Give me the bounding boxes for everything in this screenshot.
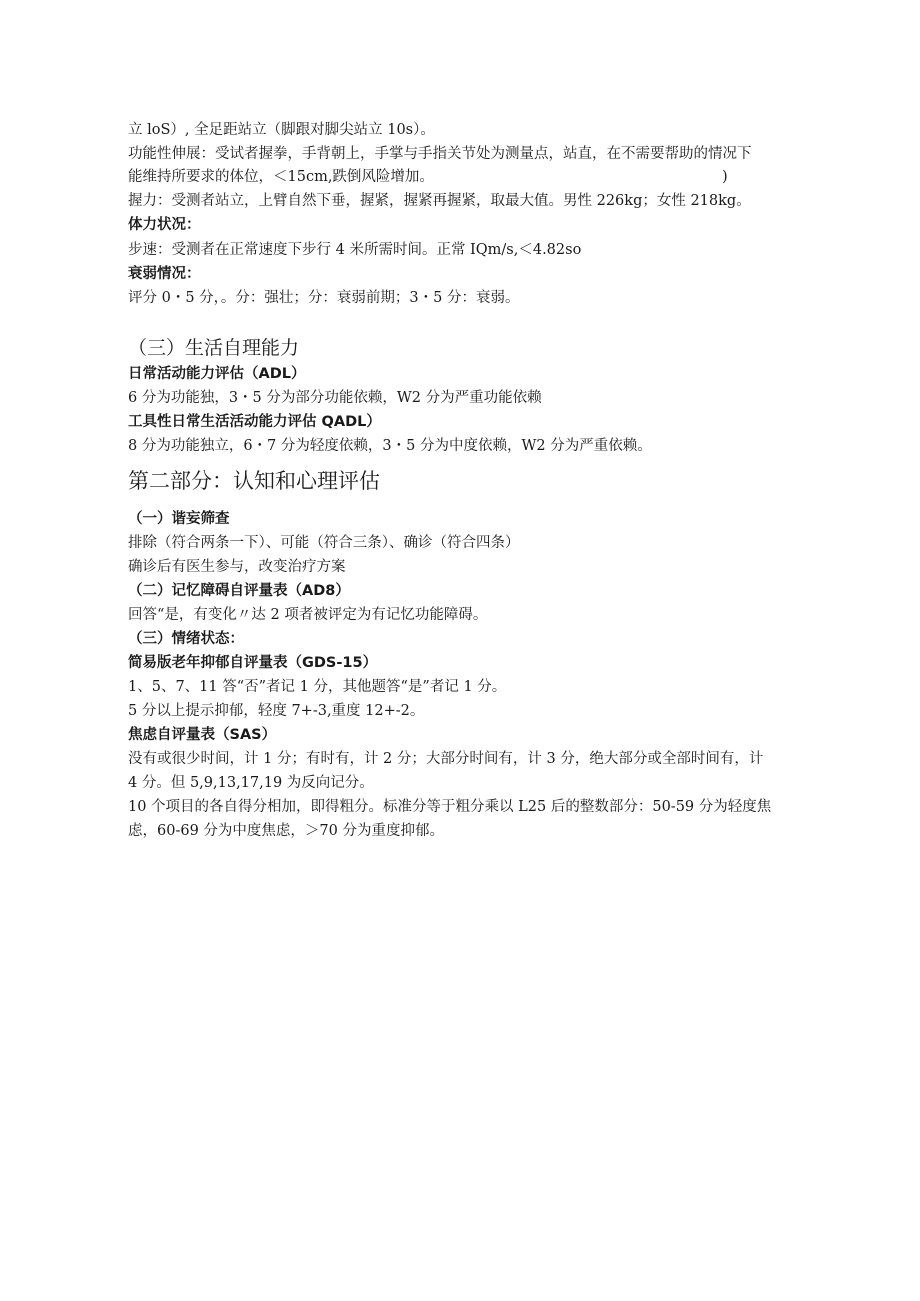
section-heading: （三）情绪状态： [128, 631, 244, 647]
part-title: 第二部分：认知和心理评估 [128, 469, 380, 493]
text-line: 步速：受测者在正常速度下步行 4 米所需时间。正常 IQm/s,＜4.82so [128, 242, 582, 258]
subsection-title: （三）生活自理能力 [128, 337, 300, 359]
section-heading: 衰弱情况： [128, 266, 201, 282]
section-heading: 工具性日常生活活动能力评估 QADL） [128, 414, 381, 430]
text-line: 确诊后有医生参与，改变治疗方案 [128, 559, 346, 575]
text-line: 握力：受测者站立，上臂自然下垂，握紧，握紧再握紧，取最大值。男性 226kg；女性 218kg。 [128, 193, 751, 209]
text-line: 评分 0・5 分，。分：强壮；分：衰弱前期；3・5 分：衰弱。 [128, 290, 520, 306]
text-line: 4 分。但 5,9,13,17,19 为反向记分。 [128, 775, 374, 791]
section-heading: 体力状况： [128, 217, 201, 233]
text-line: 回答“是，有变化〃达 2 项者被评定为有记忆功能障碍。 [128, 607, 488, 623]
text-line: 没有或很少时间，计 1 分；有时有，计 2 分；大部分时间有，计 3 分，绝大部分或全部时间有，计 [128, 751, 764, 767]
text-line: 排除（符合两条一下）、可能（符合三条）、确诊（符合四条） [128, 535, 520, 551]
section-heading: 焦虑自评量表（SAS） [128, 727, 277, 743]
text-line: 8 分为功能独立，6・7 分为轻度依赖，3・5 分为中度依赖，W2 分为严重依赖。 [128, 438, 652, 454]
text-line: 5 分以上提示抑郁，轻度 7+-3,重度 12+-2。 [128, 703, 425, 719]
section-heading: 日常活动能力评估（ADL） [128, 366, 306, 382]
section-heading: 简易版老年抑郁自评量表（GDS-15） [128, 655, 378, 671]
text-line: 6 分为功能独，3・5 分为部分功能依赖，W2 分为严重功能依赖 [128, 390, 542, 406]
text-line: 功能性伸展：受试者握拳，手背朝上，手掌与手指关节处为测量点，站直，在不需要帮助的情况下 [128, 146, 752, 162]
text-line: 10 个项目的各自得分相加，即得粗分。标准分等于粗分乘以 L25 后的整数部分：50-59 分为轻度焦 [128, 799, 772, 815]
text-line: 1、5、7、11 答“否”者记 1 分，其他题答“是”者记 1 分。 [128, 679, 507, 695]
section-heading: （二）记忆障碍自评量表（AD8） [128, 583, 350, 599]
text-line: 立 loS）, 全足距站立（脚跟对脚尖站立 10s）。 [128, 122, 435, 138]
text-line: 能维持所要求的体位，＜15cm,跌倒风险增加。 [128, 169, 434, 185]
text-line: ) [722, 169, 728, 185]
section-heading: （一）谐妄筛查 [128, 511, 230, 527]
text-line: 虑，60-69 分为中度焦虑，＞70 分为重度抑郁。 [128, 823, 444, 839]
